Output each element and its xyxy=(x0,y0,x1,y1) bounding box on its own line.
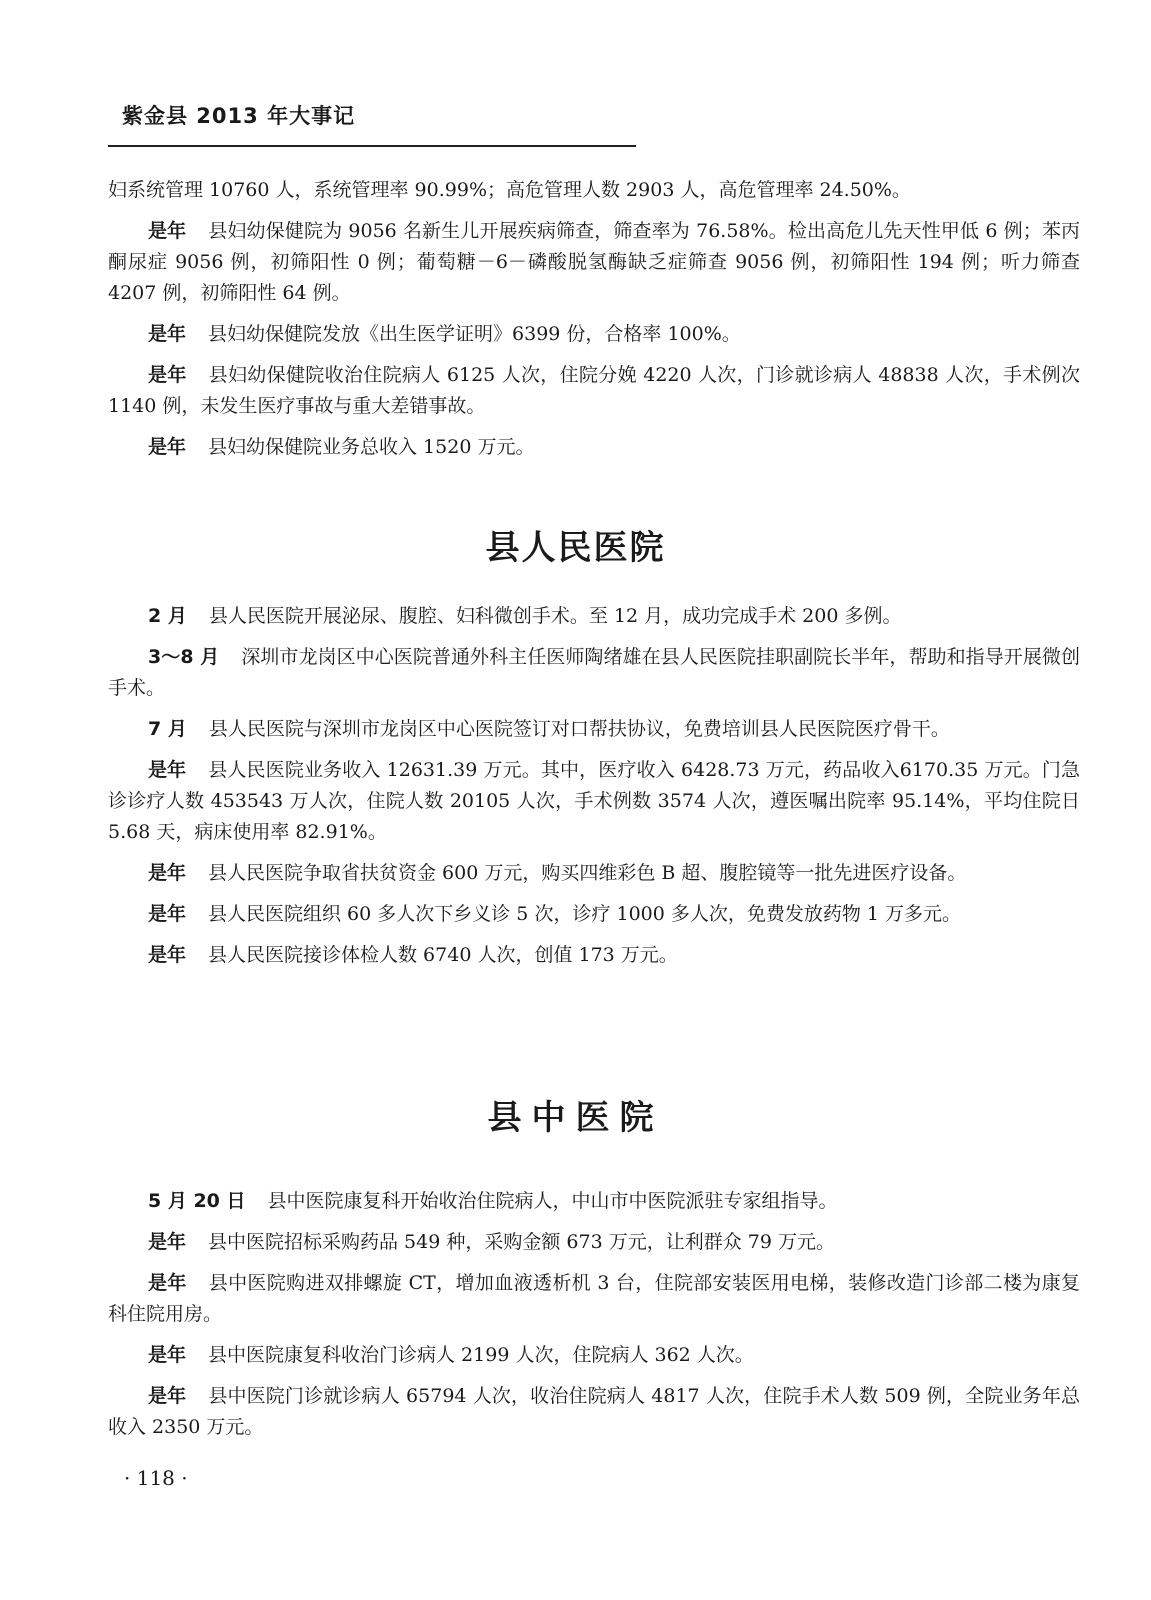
paragraph xyxy=(108,858,1080,889)
date-label: 是年 xyxy=(148,944,187,966)
paragraph-text: 县人民医院争取省扶贫资金 600 万元，购买四维彩色 B 超、腹腔镜等一批先进医疗设备。 xyxy=(208,862,967,884)
section-title-county-tcm-hospital: 县中医院 xyxy=(487,1098,664,1138)
date-label: 是年 xyxy=(148,862,187,884)
date-label: 是年 xyxy=(148,436,187,458)
paragraph-text: 县妇幼保健院发放《出生医学证明》6399 份，合格率 100%。 xyxy=(208,323,741,345)
date-label: 是年 xyxy=(148,1231,187,1253)
paragraph-text: 县妇幼保健院业务总收入 1520 万元。 xyxy=(208,436,535,458)
paragraph-text: 县中医院康复科收治门诊病人 2199 人次，住院病人 362 人次。 xyxy=(208,1344,754,1366)
paragraph-text: 妇系统管理 10760 人，系统管理率 90.99%；高危管理人数 2903 人，高危管理率 24.50%。 xyxy=(108,179,911,201)
paragraph xyxy=(108,1268,1080,1330)
paragraph-text: 县中医院招标采购药品 549 种，采购金额 673 万元，让利群众 79 万元。 xyxy=(208,1231,835,1253)
paragraph xyxy=(108,319,1080,350)
section-county-tcm-hospital xyxy=(108,1186,1080,1453)
date-label: 是年 xyxy=(148,220,187,242)
paragraph xyxy=(108,432,1080,463)
date-label: 是年 xyxy=(148,364,187,386)
paragraph xyxy=(108,601,1080,632)
section-county-peoples-hospital xyxy=(108,601,1080,981)
paragraph xyxy=(108,642,1080,704)
date-label: 5 月 20 日 xyxy=(148,1190,246,1212)
date-label: 是年 xyxy=(148,1385,187,1407)
paragraph-text: 深圳市龙岗区中心医院普通外科主任医师陶绪雄在县人民医院挂职副院长半年，帮助和指导开展微创手术。 xyxy=(108,646,1080,699)
date-label: 2 月 xyxy=(148,605,187,627)
paragraph-text: 县人民医院接诊体检人数 6740 人次，创值 173 万元。 xyxy=(208,944,678,966)
date-label: 是年 xyxy=(148,1344,187,1366)
paragraph xyxy=(108,1186,1080,1217)
paragraph-text: 县妇幼保健院为 9056 名新生儿开展疾病筛查，筛查率为 76.58%。检出高危儿先天性甲低 6 例；苯丙酮尿症 9056 例，初筛阳性 0 例；葡萄糖－6－磷酸脱氢酶缺乏症筛查 9056 例，初筛阳性 194 例；听力筛查 4207 例，初筛阳性 64 例。 xyxy=(108,220,1080,304)
page-number: · 118 · xyxy=(124,1466,188,1490)
paragraph xyxy=(108,714,1080,745)
date-label: 是年 xyxy=(148,1272,187,1294)
paragraph xyxy=(108,1340,1080,1371)
paragraph xyxy=(108,360,1080,422)
paragraph xyxy=(108,940,1080,971)
date-label: 是年 xyxy=(148,759,187,781)
running-header: 紫金县 2013 年大事记 xyxy=(122,104,356,128)
paragraph-text: 县中医院康复科开始收治住院病人，中山市中医院派驻专家组指导。 xyxy=(267,1190,838,1212)
paragraph xyxy=(108,899,1080,930)
paragraph xyxy=(108,755,1080,848)
section-maternal-child-health xyxy=(108,175,1080,473)
date-label: 是年 xyxy=(148,323,187,345)
paragraph-text: 县妇幼保健院收治住院病人 6125 人次，住院分娩 4220 人次，门诊就诊病人 48838 人次，手术例次 1140 例，未发生医疗事故与重大差错事故。 xyxy=(108,364,1080,417)
paragraph-text: 县人民医院开展泌尿、腹腔、妇科微创手术。至 12 月，成功完成手术 200 多例。 xyxy=(208,605,902,627)
date-label: 7 月 xyxy=(148,718,187,740)
section-title-county-peoples-hospital: 县人民医院 xyxy=(485,528,666,568)
paragraph xyxy=(108,1381,1080,1443)
paragraph-text: 县人民医院与深圳市龙岗区中心医院签订对口帮扶协议，免费培训县人民医院医疗骨干。 xyxy=(208,718,950,740)
date-label: 是年 xyxy=(148,903,187,925)
paragraph xyxy=(108,216,1080,309)
paragraph-text: 县中医院购进双排螺旋 CT，增加血液透析机 3 台，住院部安装医用电梯，装修改造门诊部二楼为康复科住院用房。 xyxy=(108,1272,1080,1325)
paragraph-text: 县中医院门诊就诊病人 65794 人次，收治住院病人 4817 人次，住院手术人数 509 例，全院业务年总收入 2350 万元。 xyxy=(108,1385,1080,1438)
paragraph-text: 县人民医院组织 60 多人次下乡义诊 5 次，诊疗 1000 多人次，免费发放药物 1 万多元。 xyxy=(208,903,962,925)
paragraph xyxy=(108,1227,1080,1258)
paragraph xyxy=(108,175,1080,206)
header-rule xyxy=(108,145,636,147)
date-label: 3～8 月 xyxy=(148,646,220,668)
paragraph-text: 县人民医院业务收入 12631.39 万元。其中，医疗收入 6428.73 万元，药品收入6170.35 万元。门急诊诊疗人数 453543 万人次，住院人数 20105 人次，手术例数 3574 人次，遵医嘱出院率 95.14%，平均住院日 5.68 天，病床使用率 82.91%。 xyxy=(108,759,1080,843)
